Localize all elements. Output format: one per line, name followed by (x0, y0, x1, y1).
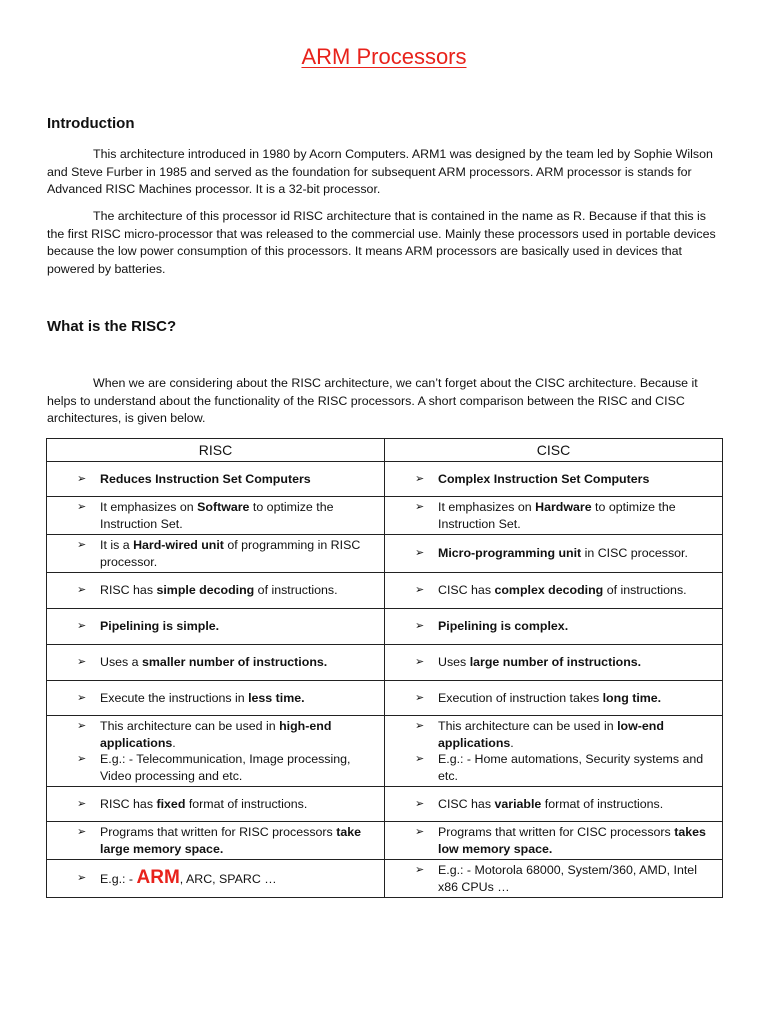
text: to optimize the Instruction Set. (438, 500, 676, 531)
cisc-bullet-list (385, 471, 714, 488)
risc-bullet-list (47, 718, 376, 784)
risc-cell (47, 716, 385, 787)
text: It is a (100, 538, 134, 552)
text: CISC has (438, 583, 495, 598)
list-item (385, 796, 714, 813)
text: It emphasizes on (100, 500, 198, 514)
risc-cell (47, 609, 385, 645)
cisc-bullet-list (385, 582, 714, 599)
cisc-bullet-list (385, 618, 714, 635)
introduction-heading: Introduction (47, 115, 135, 132)
text: . (172, 735, 176, 750)
bold-text: Micro-programming unit (438, 546, 582, 561)
risc-bullet-list (47, 824, 376, 857)
list-item (47, 618, 376, 635)
list-item (385, 471, 714, 488)
text: in CISC processor. (581, 546, 688, 561)
risc-cell (47, 645, 385, 681)
bold-text: less time. (248, 690, 305, 705)
risc-cell (47, 497, 385, 535)
cisc-bullet-list (385, 690, 714, 707)
table-row (47, 645, 723, 681)
table-row (47, 787, 723, 822)
risc-cell (47, 681, 385, 716)
list-item (385, 751, 714, 784)
risc-bullet-list (47, 796, 376, 813)
risc-column-header: RISC (47, 439, 385, 462)
list-item (385, 718, 714, 751)
list-item (47, 654, 376, 671)
table-body (47, 462, 723, 898)
cisc-bullet-list (385, 654, 714, 671)
cisc-column-header: CISC (385, 439, 723, 462)
table-row (47, 860, 723, 898)
list-item (47, 824, 376, 857)
bold-text: Complex Instruction Set Computers (438, 471, 650, 486)
risc-cell (47, 462, 385, 497)
list-item (47, 690, 376, 707)
cisc-bullet-list (385, 718, 714, 784)
text: E.g.: - Motorola 68000, System/360, AMD, Intel x86 CPUs … (438, 863, 697, 894)
table-row (47, 497, 723, 535)
bullet-arrow-icon: ➢ (415, 826, 425, 838)
text: format of instructions. (185, 796, 308, 811)
risc-bullet-list (47, 654, 376, 671)
arm-highlight-text: ARM (136, 866, 180, 888)
cisc-bullet-list (385, 545, 714, 562)
list-item (47, 537, 376, 570)
bullet-arrow-icon: ➢ (415, 472, 425, 485)
table-row (47, 716, 723, 787)
text: CISC has (438, 796, 495, 811)
bold-text: Pipelining is complex. (438, 619, 569, 634)
risc-bullet-list (47, 471, 376, 488)
text: of programming in RISC processor. (100, 538, 361, 569)
bullet-arrow-icon: ➢ (77, 691, 87, 704)
list-item (385, 582, 714, 599)
risc-bullet-list (47, 690, 376, 707)
bullet-arrow-icon: ➢ (415, 584, 425, 597)
text: to optimize the Instruction Set. (100, 500, 334, 531)
text: E.g.: - (100, 871, 137, 886)
intro-paragraph-2-text: The architecture of this processor id RISC architecture that is contained in the name as R. Because if that this is the first RISC micro-processor that was released to the commercial use. Mainly these processors used in portable devices because the low power consumption of this processors. It means ARM processors are basically used in devices that powered by batteries. (47, 209, 716, 276)
intro-paragraph-2 (47, 208, 719, 278)
list-item (385, 824, 714, 857)
bullet-arrow-icon: ➢ (415, 547, 425, 560)
list-item (47, 718, 376, 751)
document-title: ARM Processors (301, 44, 467, 69)
intro-paragraph-1 (47, 146, 719, 199)
text: RISC has (100, 796, 157, 811)
bold-text: take large memory space. (100, 825, 361, 856)
risc-cell (47, 535, 385, 573)
list-item (385, 654, 714, 671)
table-row (47, 609, 723, 645)
bold-text: fixed (156, 796, 186, 811)
cisc-cell (385, 609, 723, 645)
table-row (47, 462, 723, 497)
bullet-arrow-icon: ➢ (415, 656, 425, 669)
bold-text: Pipelining is simple. (100, 619, 220, 634)
list-item (47, 582, 376, 599)
risc-cell (47, 573, 385, 609)
list-item (47, 471, 376, 488)
bullet-arrow-icon: ➢ (415, 797, 425, 810)
risc-cell (47, 860, 385, 898)
text: E.g.: - Telecommunication, Image processing, Video processing and etc. (100, 752, 351, 783)
text: RISC has (100, 583, 157, 598)
cisc-bullet-list (385, 824, 714, 857)
text: Programs that written for CISC processors (438, 825, 675, 839)
bullet-arrow-icon: ➢ (415, 620, 425, 633)
risc-paragraph (47, 375, 719, 428)
bullet-arrow-icon: ➢ (77, 797, 87, 810)
risc-bullet-list (47, 499, 376, 532)
bullet-arrow-icon: ➢ (77, 720, 87, 732)
bullet-arrow-icon: ➢ (415, 720, 425, 732)
risc-bullet-list (47, 618, 376, 635)
bold-text: long time. (602, 690, 662, 705)
text: Programs that written for RISC processors (100, 825, 337, 839)
bullet-arrow-icon: ➢ (77, 826, 87, 838)
risc-cell (47, 787, 385, 822)
bold-text: Hardware (535, 500, 592, 514)
text: Execute the instructions in (100, 690, 249, 705)
risc-paragraph-text: When we are considering about the RISC architecture, we can’t forget about the CISC architecture. Because it helps to understand about the functionality of the RISC processors. A short comparison between the RISC and CISC architectures, is given below. (47, 376, 698, 426)
cisc-bullet-list (385, 499, 714, 532)
bold-text: Software (197, 500, 250, 514)
cisc-cell (385, 681, 723, 716)
cisc-cell (385, 822, 723, 860)
table-row (47, 822, 723, 860)
cisc-cell (385, 787, 723, 822)
table-row (47, 573, 723, 609)
list-item (47, 796, 376, 813)
bold-text: complex decoding (494, 583, 604, 598)
cisc-cell (385, 462, 723, 497)
table-header-row (47, 439, 723, 462)
list-item (47, 866, 376, 888)
cisc-cell (385, 497, 723, 535)
bold-text: Hard-wired unit (133, 538, 224, 552)
bullet-arrow-icon: ➢ (77, 620, 87, 633)
list-item (47, 499, 376, 532)
risc-bullet-list (47, 582, 376, 599)
text: This architecture can be used in (438, 719, 618, 733)
bullet-arrow-icon: ➢ (415, 864, 425, 876)
risc-bullet-list (47, 537, 376, 570)
list-item (385, 690, 714, 707)
bold-text: smaller number of instructions. (142, 655, 328, 670)
bold-text: low-end applications (438, 719, 664, 750)
text: This architecture can be used in (100, 719, 280, 733)
text: E.g.: - Home automations, Security systems and etc. (438, 752, 704, 783)
bullet-arrow-icon: ➢ (415, 691, 425, 704)
list-item (385, 618, 714, 635)
list-item (385, 545, 714, 562)
text: . (510, 735, 514, 750)
risc-bullet-list (47, 866, 376, 888)
risc-cell (47, 822, 385, 860)
table-row (47, 535, 723, 573)
list-item (47, 751, 376, 784)
bullet-arrow-icon: ➢ (77, 539, 87, 551)
bold-text: Reduces Instruction Set Computers (100, 471, 311, 486)
bullet-arrow-icon: ➢ (77, 472, 87, 485)
cisc-cell (385, 860, 723, 898)
text: format of instructions. (541, 796, 664, 811)
text: Uses (438, 655, 470, 670)
intro-paragraph-1-text: This architecture introduced in 1980 by Acorn Computers. ARM1 was designed by the team led by Sophie Wilson and Steve Furber in 1985 and served as the foundation for subsequent ARM processors. ARM processor is stands for Advanced RISC Machines processor. It is a 32-bit processor. (47, 147, 713, 197)
list-item (385, 499, 714, 532)
bullet-arrow-icon: ➢ (415, 753, 425, 765)
bullet-arrow-icon: ➢ (77, 656, 87, 669)
text: , ARC, SPARC … (179, 871, 277, 886)
bullet-arrow-icon: ➢ (77, 753, 87, 765)
bullet-arrow-icon: ➢ (415, 501, 425, 513)
cisc-bullet-list (385, 796, 714, 813)
bold-text: simple decoding (156, 583, 255, 598)
bold-text: takes low memory space. (438, 825, 706, 856)
cisc-cell (385, 645, 723, 681)
table-row (47, 681, 723, 716)
risc-heading: What is the RISC? (47, 318, 177, 335)
cisc-cell (385, 535, 723, 573)
cisc-bullet-list (385, 862, 714, 895)
text: Uses a (100, 655, 143, 670)
text: of instructions. (603, 583, 687, 598)
bullet-arrow-icon: ➢ (77, 584, 87, 597)
bold-text: large number of instructions. (469, 655, 642, 670)
text: Execution of instruction takes (438, 690, 603, 705)
bold-text: variable (494, 796, 542, 811)
list-item (385, 862, 714, 895)
text: of instructions. (254, 583, 338, 598)
risc-cisc-comparison-table (46, 438, 723, 898)
cisc-cell (385, 716, 723, 787)
bullet-arrow-icon: ➢ (77, 501, 87, 513)
cisc-cell (385, 573, 723, 609)
bold-text: high-end applications (100, 719, 332, 750)
text: It emphasizes on (438, 500, 536, 514)
bullet-arrow-icon: ➢ (77, 871, 87, 884)
